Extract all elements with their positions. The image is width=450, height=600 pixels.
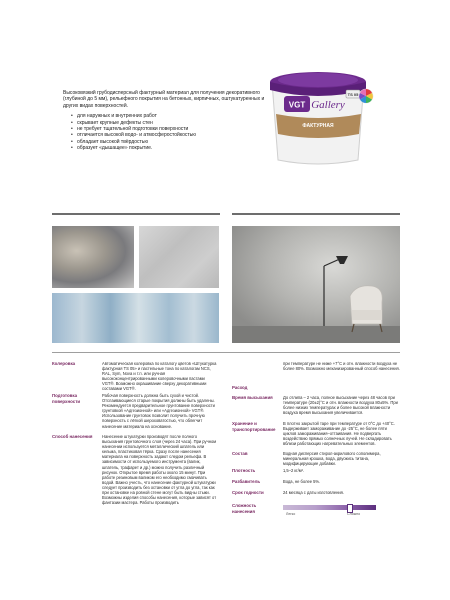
intro-block bbox=[63, 90, 273, 152]
spec-text-continued: при температуре не ниже +7°С и отн. влажности воздуха не более 80%. Возможно механизированный способ нанесения. bbox=[283, 361, 400, 372]
spec-text-composition: Водная дисперсия стирол-акрилового сополимера, минеральная крошка, вода, двуокись титана, модифицирующие добавки. bbox=[283, 451, 381, 467]
product-bucket-image bbox=[258, 60, 378, 170]
product-name: ФАКТУРНАЯ bbox=[302, 123, 334, 129]
spec-label-difficulty: Сложность нанесения bbox=[232, 503, 257, 514]
spec-label-storage: Хранение и транспортирование bbox=[232, 421, 276, 432]
texture-sample-image bbox=[52, 293, 219, 343]
interior-photo bbox=[232, 226, 400, 343]
difficulty-scale-bar bbox=[283, 505, 376, 510]
spec-label-density: Плотность bbox=[232, 468, 256, 473]
feature-item: • образует «дышащее» покрытие. bbox=[71, 145, 273, 151]
section-divider bbox=[52, 213, 220, 215]
spec-text-density: 1,5–2 кг/м². bbox=[283, 468, 305, 473]
spec-label-consumption: Расход bbox=[232, 385, 248, 390]
intro-paragraph: Высоковязкий грубодисперсный фактурный материал для получения декоративного (глубиной до 5 мм), рельефного покрытия на бетонных, кирпичных, оштукатуренных и других видах поверхностей. bbox=[63, 90, 265, 109]
product-line: Gallery bbox=[311, 99, 345, 111]
spec-text-storage: В плотно закрытой таре при температуре от 0°С до +40°С. Выдерживает замораживание до -25°С, не более пяти циклов замораживания–оттаивания. Не подвергать воздействию прямых солнечных лучей. Не складировать вблизи работающих нагревательных элементов. bbox=[283, 421, 395, 447]
spec-label-shelf-life: Срок годности bbox=[232, 490, 264, 495]
spec-text-shelf-life: 24 месяца с даты изготовления. bbox=[283, 490, 345, 495]
spec-label-thinner: Разбавитель bbox=[232, 479, 261, 484]
spec-label-drying: Время высыхания bbox=[232, 395, 273, 400]
spec-text-tinting: Автоматическая колеровка по каталогу цветов «Штукатурка фактурная TS 05» и пастельные тона по каталогам NCS, RAL, Sym, Nova и т.п. или ручная высококонцентрированными колеровочными пастами VGT®. Возможно окрашивание сверху декоративными составами VGT®. bbox=[102, 361, 217, 392]
feature-item: • не требует тщательной подготовки поверхности bbox=[71, 126, 273, 132]
texture-sample-image bbox=[139, 226, 219, 288]
spec-label-application: Способ нанесения bbox=[52, 434, 93, 439]
spec-label-tinting: Колеровка bbox=[52, 361, 76, 366]
spec-text-thinner: Вода, не более 5%. bbox=[283, 479, 321, 484]
spec-text-drying: До отлипа – 2 часа, полное высыхание через 48 часов при температуре (20±2)°С и отн. влажности воздуха 80±5%. При более низких температурах и более высокой влажности воздуха время высыхания увеличивается. bbox=[283, 395, 398, 416]
feature-item: • скрывает крупные дефекты стен bbox=[71, 120, 273, 126]
feature-list bbox=[63, 113, 273, 151]
color-palette-icon bbox=[359, 89, 373, 103]
texture-sample-image bbox=[52, 226, 134, 288]
spec-text-application: Нанесение штукатурки производят после полного высыхания грунтовочного слоя (через 24 часа). При ручном нанесении используется металлический шпатель или кельма, пластиковая тёрка. Сразу после нанесения материала на поверхность задают следом рельефа. В зависимости от используемого инструмента (валик, шпатель, трафарет и др.) можно получить различный рисунок. Открытое время работы около 15 минут. При работе резиновым валиком его необходимо смачивать водой. Важно учесть, что нанесение фактурной штукатурки следует производить без остановки от угла до угла, так как при остановке на ровной стене могут быть видны стыки. Возможны изделия способы нанесения, которые зависят от фантазии мастера. Работы производить bbox=[102, 434, 217, 506]
section-divider bbox=[232, 213, 400, 215]
spec-text-preparation: Рабочая поверхность должна быть сухой и чистой. Отслаивающиеся старые покрытия должны быть удалены. Рекомендуется предварительное грунтование поверхности грунтовкой «Адгезионной» или «Адгезионной» VGT®. Использование грунтовок позволит получить прочную поверхность с лёгкой шероховатостью, что облегчит нанесение материала на основание. bbox=[102, 393, 215, 429]
spec-label-composition: Состав bbox=[232, 451, 248, 456]
scale-max-label: Сложно bbox=[347, 512, 361, 516]
feature-item: • обладает высокой твёрдостью bbox=[71, 139, 273, 145]
scale-min-label: Легко bbox=[286, 512, 296, 516]
feature-item: • для наружных и внутренних работ bbox=[71, 113, 273, 119]
section-divider bbox=[52, 352, 400, 353]
feature-item: • отличается высокой водо- и атмосферостойкостью bbox=[71, 132, 273, 138]
product-code: TS 05 bbox=[347, 92, 359, 97]
brand-logo: VGT bbox=[288, 100, 306, 110]
spec-label-preparation: Подготовка поверхности bbox=[52, 393, 81, 404]
